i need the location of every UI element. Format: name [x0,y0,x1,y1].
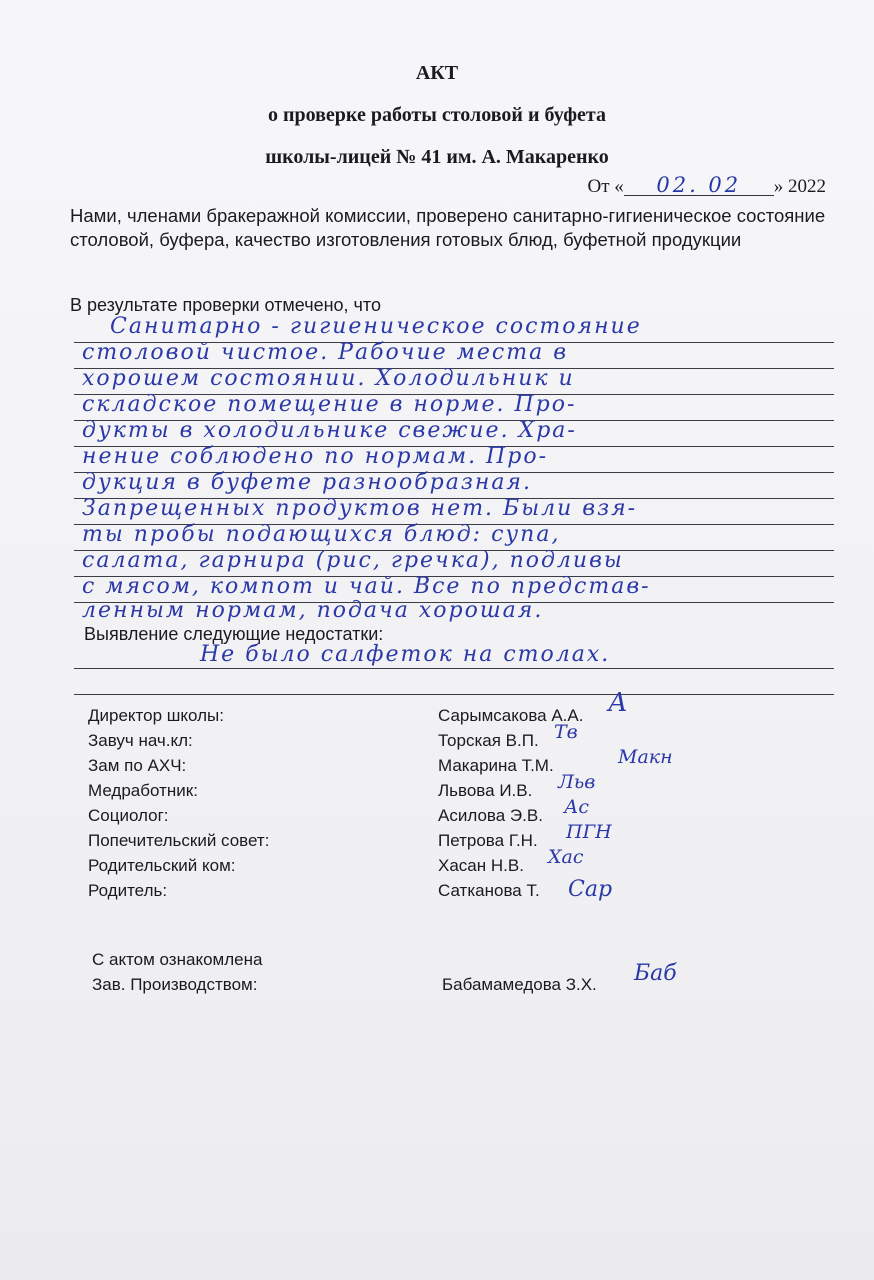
acknowledgement-role: Зав. Производством: [92,975,258,994]
signature-name: Львова И.В. [438,781,533,800]
signature-mark: Тв [554,721,578,743]
handwritten-line: дукты в холодильнике свежие. Хра- [82,418,577,443]
signature-mark: Макн [618,746,673,768]
handwritten-line: ленным нормам, подача хорошая. [82,598,544,623]
result-label: В результате проверки отмечено, что [70,295,381,315]
signature-role: Зам по АХЧ: [88,756,187,775]
ruled-line [74,694,834,695]
signature-mark: Льв [558,771,596,793]
handwritten-line: складское помещение в норме. Про- [82,392,577,417]
signature-role: Родитель: [88,881,168,900]
date-prefix: От « [587,176,624,197]
handwritten-line: столовой чистое. Рабочие места в [82,340,568,365]
signature-mark: Ас [564,796,590,818]
signature-mark: Хас [548,846,584,868]
signature-name: Петрова Г.Н. [438,831,538,850]
signature-role: Завуч нач.кл: [88,731,193,750]
deficit-label: Выявление следующие недостатки: [84,624,384,644]
handwritten-line: Запрещенных продуктов нет. Были взя- [82,496,638,521]
handwritten-line: ты пробы подающихся блюд: супа, [82,522,561,547]
school-name: школы-лицей № 41 им. А. Макаренко [265,146,609,168]
signature-name: Макарина Т.М. [438,756,554,775]
document-subtitle: о проверке работы столовой и буфета [267,104,607,126]
signature-role: Директор школы: [88,706,224,725]
handwritten-line: Санитарно - гигиеническое состояние [110,314,642,339]
signature-mark: ПГН [566,821,612,843]
signature-role: Попечительский совет: [88,831,270,850]
intro-paragraph: Нами, членами бракеражной комиссии, проверено санитарно-гигиеническое состояние столовой, буфера, качество изготовления готовых блюд, буфетной продукции [70,205,826,250]
signature-mark: Баб [634,961,677,986]
handwritten-deficit: Не было салфеток на столах. [200,642,611,667]
handwritten-line: дукция в буфете разнообразная. [82,470,532,495]
handwritten-line: хорошем состоянии. Холодильник и [82,366,575,391]
handwritten-date: 02. 02 [624,175,774,196]
acknowledgement-line: С актом ознакомлена [92,950,263,969]
signature-name: Торская В.П. [438,731,539,750]
handwritten-line: нение соблюдено по нормам. Про- [82,444,549,469]
signature-role: Медработник: [88,781,198,800]
signature-name: Хасан Н.В. [438,856,524,875]
acknowledgement-name: Бабамамедова З.Х. [442,975,597,994]
date-line [587,175,826,198]
signature-mark: Сар [568,877,613,902]
signature-role: Родительский ком: [88,856,236,875]
date-suffix: » 2022 [773,176,826,197]
signature-name: Сарымсакова А.А. [438,706,584,725]
handwritten-line: с мясом, компот и чай. Все по представ- [82,574,651,599]
signature-mark: А [608,688,628,718]
signature-role: Социолог: [88,806,169,825]
handwritten-line: салата, гарнира (рис, гречка), подливы [82,548,624,573]
document-title: АКТ [415,62,459,84]
ruled-line [74,668,834,669]
signature-name: Сатканова Т. [438,881,540,900]
signature-name: Асилова Э.В. [438,806,543,825]
